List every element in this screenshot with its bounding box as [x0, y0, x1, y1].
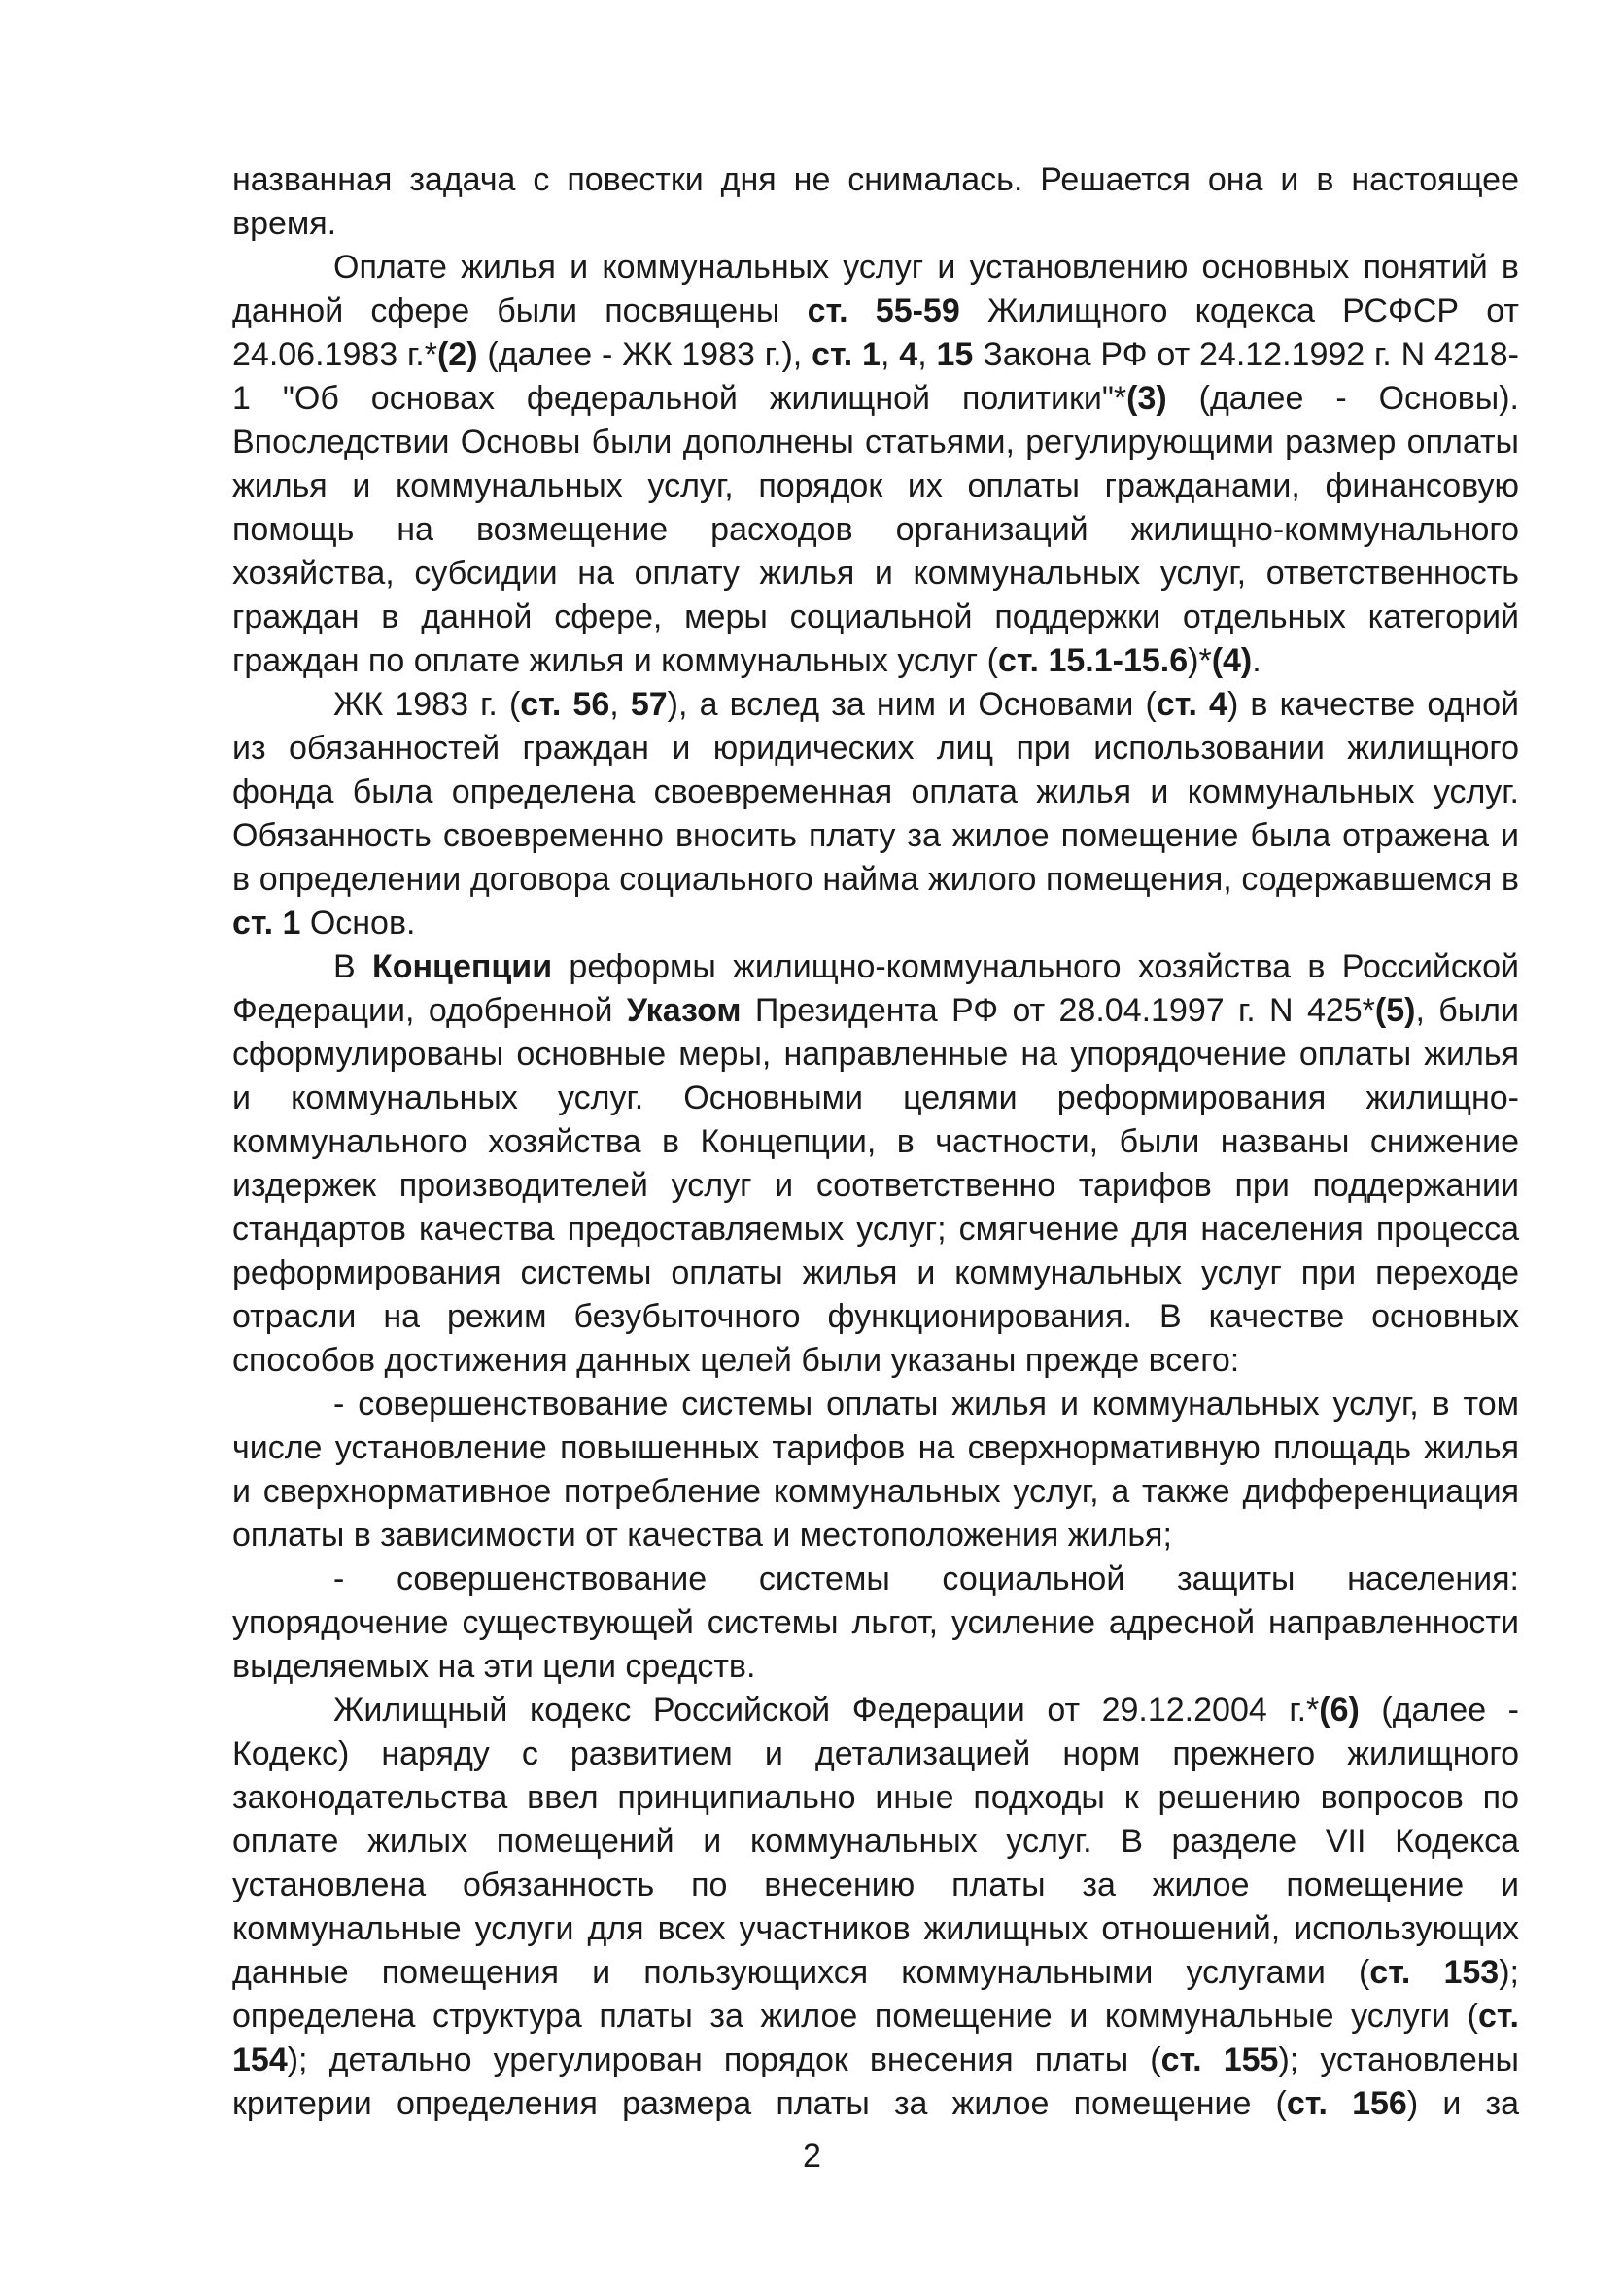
bold-text-run: ст. 154 — [232, 1998, 1519, 2078]
bold-text-run: Концепции — [372, 948, 553, 985]
text-run: - совершенствование системы оплаты жилья и коммунальных услуг, в том числе установление повышенных тарифов на сверхнормативную площадь жилья и сверхнормативное потребление коммунальных услуг, а также дифференциация оплаты в зависимости от качества и местоположения жилья; — [232, 1386, 1519, 1554]
text-run: названная задача с повестки дня не снималась. Решается она и в настоящее время. — [232, 161, 1519, 242]
text-run: Основ. — [300, 905, 416, 942]
text-run: Оплате жилья и коммунальных услуг и установлению основных понятий в данной сфере были посвящены — [232, 249, 1519, 329]
text-run: Жилищный кодекс Российской Федерации от 29.12.2004 г.* — [333, 1692, 1320, 1729]
text-run: В — [333, 948, 372, 985]
bold-text-run: 57 — [630, 686, 668, 723]
text-run: , — [880, 336, 900, 373]
text-run: реформы жилищно-коммунального хозяйства в Российской Федерации, одобренной — [232, 948, 1520, 1029]
text-run: (далее - Основы). Впоследствии Основы были дополнены статьями, регулирующими размер оплаты жилья и коммунальных услуг, порядок их оплаты гражданами, финансовую помощь на возмещение расходов организаций жилищно-коммунального хозяйства, субсидии на оплату жилья и коммунальных услуг, ответственность граждан в данной сфере, меры социальной поддержки отдельных категорий граждан по оплате жилья и коммунальных услуг ( — [232, 380, 1519, 679]
text-run: Закона РФ от 24.12.1992 г. N 4218-1 "Об основах федеральной жилищной политики"* — [232, 336, 1519, 417]
bold-text-run: (3) — [1126, 380, 1167, 417]
paragraph-1 — [232, 158, 1519, 246]
bold-text-run: 4 — [899, 336, 918, 373]
text-run: , — [917, 336, 937, 373]
bold-text-run: Указом — [626, 992, 742, 1029]
bold-text-run: ст. 1 — [232, 905, 301, 942]
paragraph-5 — [232, 1383, 1519, 1558]
text-run: ); детально урегулирован порядок внесения платы ( — [287, 2041, 1161, 2078]
text-run: - совершенствование системы социальной защиты населения: упорядочение существующей системы льгот, усиление адресной направленности выделяемых на эти цели средств. — [232, 1560, 1519, 1685]
bold-text-run: (4) — [1211, 642, 1253, 679]
bold-text-run: ст. 153 — [1369, 1954, 1500, 1991]
text-run: Жилищного кодекса РСФСР от 24.06.1983 г.* — [232, 292, 1519, 373]
text-run: Президента РФ от 28.04.1997 г. N 425* — [741, 992, 1375, 1029]
bold-text-run: (2) — [436, 336, 478, 373]
paragraph-3 — [232, 683, 1519, 945]
text-run: , были сформулированы основные меры, направленные на упорядочение оплаты жилья и коммунальных услуг. Основными целями реформирования жилищно-коммунального хозяйства в Концепции, в частности, были названы снижение издержек производителей услуг и соответственно тарифов при поддержании стандартов качества предоставляемых услуг; смягчение для населения процесса реформирования системы оплаты жилья и коммунальных услуг при переходе отрасли на режим безубыточного функционирования. В качестве основных способов достижения данных целей были указаны прежде всего: — [232, 992, 1520, 1379]
paragraph-4 — [232, 945, 1519, 1383]
bold-text-run: (5) — [1374, 992, 1416, 1029]
text-run: ), а вслед за ним и Основами ( — [667, 686, 1157, 723]
bold-text-run: ст. 4 — [1156, 686, 1227, 723]
text-run: (далее - ЖК 1983 г.), — [477, 336, 812, 373]
text-run: ); установлены критерии определения размера платы за жилое помещение ( — [232, 2041, 1519, 2122]
paragraph-6 — [232, 1558, 1519, 1689]
paragraph-2 — [232, 246, 1519, 683]
document-body — [232, 158, 1519, 2126]
text-run: . — [1252, 642, 1261, 679]
bold-text-run: ст. 55-59 — [807, 292, 960, 329]
page-number: 2 — [803, 2138, 821, 2175]
bold-text-run: ст. 1 — [812, 336, 881, 373]
bold-text-run: ст. 15.1-15.6 — [997, 642, 1189, 679]
bold-text-run: 15 — [936, 336, 974, 373]
text-run: ) в качестве одной из обязанностей граждан и юридических лиц при использовании жилищного фонда была определена своевременная оплата жилья и коммунальных услуг. Обязанность своевременно вносить плату за жилое помещение была отражена и в определении договора социального найма жилого помещения, содержавшемся в — [232, 686, 1519, 898]
text-run: (далее - Кодекс) наряду с развитием и детализацией норм прежнего жилищного законодательства ввел принципиально иные подходы к решению вопросов по оплате жилых помещений и коммунальных услуг. В разделе VII Кодекса установлена обязанность по внесению платы за жилое помещение и коммунальные услуги для всех участников жилищных отношений, использующих данные помещения и пользующихся коммунальными услугами ( — [232, 1692, 1519, 1991]
text-run: ) и за — [1406, 2085, 1519, 2122]
text-run: ); определена структура платы за жилое помещение и коммунальные услуги ( — [232, 1954, 1519, 2035]
paragraph-7 — [232, 1689, 1519, 2126]
text-run: , — [609, 686, 631, 723]
bold-text-run: (6) — [1319, 1692, 1360, 1729]
bold-text-run: ст. 56 — [520, 686, 610, 723]
bold-text-run: ст. 156 — [1286, 2085, 1407, 2122]
text-run: ЖК 1983 г. ( — [333, 686, 521, 723]
bold-text-run: ст. 155 — [1160, 2041, 1279, 2078]
text-run: )* — [1188, 642, 1212, 679]
